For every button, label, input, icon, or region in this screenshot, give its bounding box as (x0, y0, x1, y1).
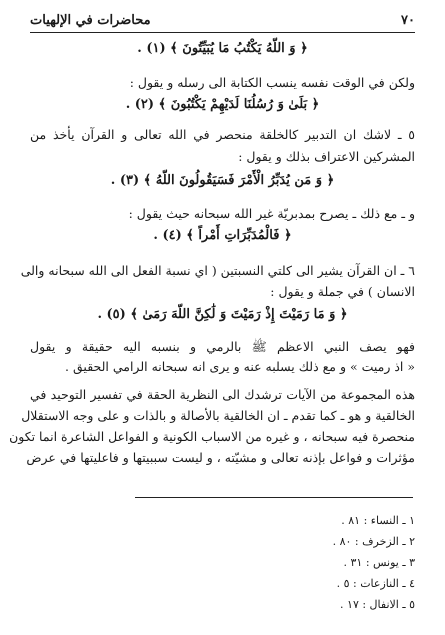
footnote-divider (135, 497, 413, 498)
text-line: « اذ رميت » و مع ذلك يسلبه عنه و يرى انه سبحانه الرامي الحقيق . (65, 359, 415, 374)
text-line: ٦ ـ ان القرآن يشير الى كلتي النسبتين ( اي نسبة الفعل الى الله سبحانه والى (20, 263, 415, 278)
text-line: ٥ ـ لاشك ان التدبير كالخلقة منحصر في الله تعالى و القرآن يأخذ من (30, 127, 415, 142)
text-line: المشركين الاعتراف بذلك و يقول : (238, 149, 415, 164)
quran-verse: ﴿ فَالْمُدَبِّرَاتِ أَمْراً ﴾ (٤) . (153, 228, 292, 243)
footnote: ٤ ـ النازعات : ٥ . (336, 577, 415, 590)
quran-verse: ﴿ وَ مَا رَمَيْتَ إِذْ رَمَيْتَ وَ لَٰكِنَّ اللّهَ رَمَىٰ ﴾ (٥) . (97, 307, 348, 322)
quran-verse: ﴿ وَ اللّهُ يَكْتُبُ مَا يُبَيِّتُونَ ﴾ (١) . (137, 41, 308, 56)
text-line: مؤثرات و فواعل بإذنه تعالى و مشيّته ، و ليست سببيتها و فاعليتها في عرض (26, 450, 415, 465)
quran-verse: ﴿ بَلَىٰ وَ رُسُلُنَا لَدَيْهِمْ يَكْتُبُونَ ﴾ (٢) . (125, 97, 320, 112)
running-title: محاضرات في الإلهيات (30, 12, 151, 28)
footnote: ٢ ـ الزخرف : ٨٠ . (332, 535, 415, 548)
footnote: ٥ ـ الانفال : ١٧ . (340, 598, 415, 611)
text-line: و ـ مع ذلك ـ يصرح بمدبريّة غير الله سبحانه حيث يقول : (128, 206, 415, 221)
text-line: فهو يصف النبي الاعظم ﷺ بالرمي و بنسبه اليه حقيقة و يقول (30, 339, 415, 354)
quran-verse: ﴿ وَ مَن يُدَبِّرُ الْأَمْرَ فَسَيَقُولُونَ اللّهُ ﴾ (٣) . (110, 173, 335, 188)
running-header (30, 8, 415, 33)
text-line: الانسان ) في جملة و يقول : (270, 284, 415, 299)
page-number: ٧٠ (401, 12, 415, 28)
footnote: ٣ ـ يونس : ٣١ . (343, 556, 415, 569)
text-line: الخالقية و هو ـ كما تقدم ـ ان الخالقية بالأصالة و بالذات و على وجه الاستقلال (21, 408, 415, 423)
text-line: هذه المجموعة من الآيات ترشدك الى النظرية الحقة في تفسير التوحيد في (30, 387, 415, 402)
footnote: ١ ـ النساء : ٨١ . (341, 514, 415, 527)
text-line: منحصرة فيه سبحانه ، و غيره من الاسباب الكونية و الفواعل الشاعرة انما تكون (9, 429, 415, 444)
text-line: ولكن في الوقت نفسه ينسب الكتابة الى رسله و يقول : (129, 75, 415, 90)
